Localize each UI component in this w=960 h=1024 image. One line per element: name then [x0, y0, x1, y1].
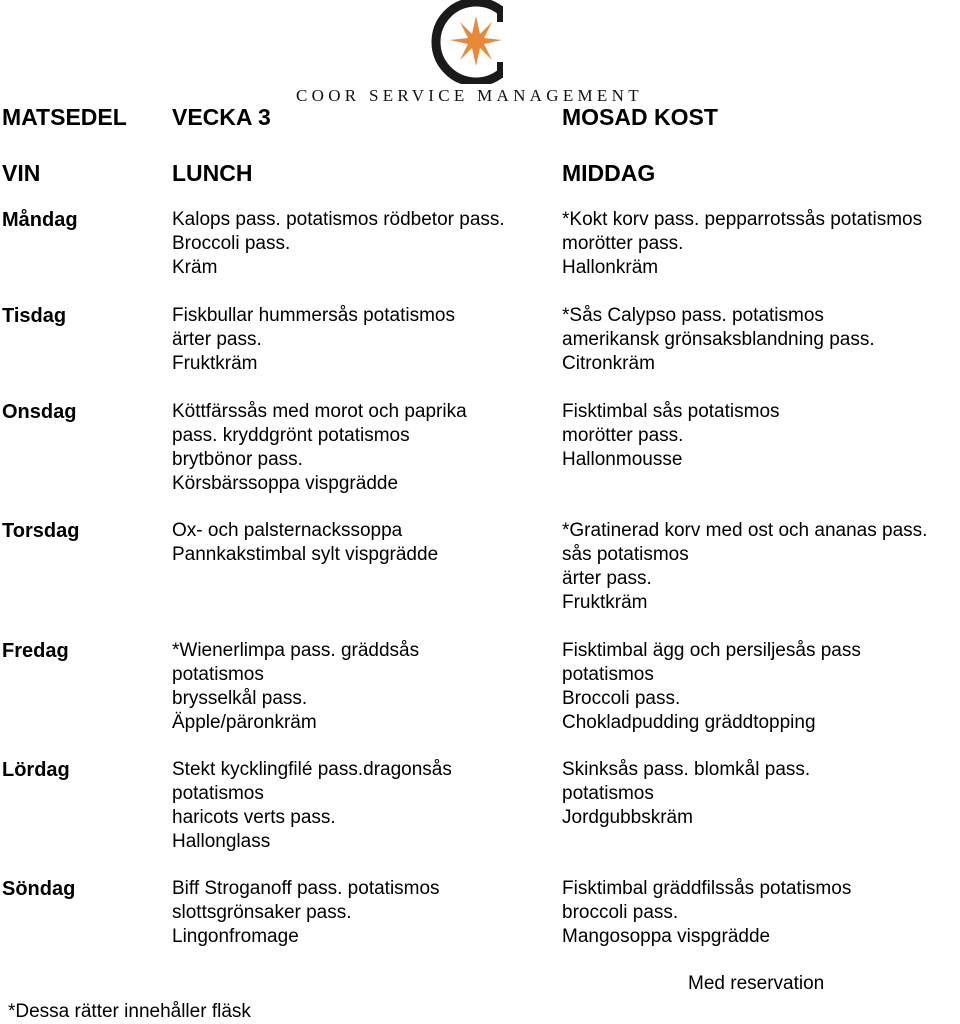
- menu-line: Fisktimbal sås potatismos: [562, 401, 780, 422]
- menu-line: potatismos: [562, 783, 654, 804]
- menu-line: morötter pass.: [562, 425, 684, 446]
- menu-title: MATSEDEL: [2, 104, 127, 130]
- lunch-cell: [172, 877, 440, 949]
- week-label: VECKA 3: [172, 104, 271, 130]
- menu-line: Köttfärssås med morot och paprika: [172, 401, 467, 422]
- menu-line: *Sås Calypso pass. potatismos: [562, 305, 824, 326]
- column-header-wine: VIN: [2, 160, 41, 186]
- menu-line: sås potatismos: [562, 544, 689, 565]
- menu-line: Broccoli pass.: [172, 233, 291, 254]
- day-label: Torsdag: [2, 520, 80, 542]
- menu-line: Hallonkräm: [562, 257, 659, 278]
- menu-line: Biff Stroganoff pass. potatismos: [172, 878, 440, 899]
- column-header-dinner: MIDDAG: [562, 160, 656, 186]
- menu-line: Kräm: [172, 257, 218, 278]
- menu-line: amerikansk grönsaksblandning pass.: [562, 329, 875, 350]
- diet-label: MOSAD KOST: [562, 104, 718, 130]
- dinner-cell: [562, 639, 861, 735]
- menu-line: Pannkakstimbal sylt vispgrädde: [172, 544, 439, 565]
- menu-line: Fruktkräm: [562, 592, 648, 613]
- company-logo: [290, 0, 660, 108]
- menu-line: Mangosoppa vispgrädde: [562, 926, 771, 947]
- menu-line: *Wienerlimpa pass. gräddsås: [172, 640, 420, 661]
- menu-line: Ox- och palsternackssoppa: [172, 520, 403, 541]
- dinner-cell: [562, 304, 875, 376]
- day-label: Lördag: [2, 759, 70, 781]
- menu-line: slottsgrönsaker pass.: [172, 902, 352, 923]
- menu-line: Chokladpudding gräddtopping: [562, 712, 816, 733]
- menu-line: Broccoli pass.: [562, 688, 681, 709]
- lunch-cell: [172, 519, 438, 567]
- menu-line: Fisktimbal ägg och persiljesås pass: [562, 640, 861, 661]
- day-label: Fredag: [2, 640, 69, 662]
- dinner-cell: [562, 877, 851, 949]
- menu-line: Skinksås pass. blomkål pass.: [562, 759, 811, 780]
- lunch-cell: [172, 304, 455, 376]
- day-label: Onsdag: [2, 401, 77, 423]
- logo-wordmark: COOR SERVICE MANAGEMENT: [296, 86, 643, 105]
- reservation-note: Med reservation: [688, 973, 825, 994]
- menu-line: brysselkål pass.: [172, 688, 308, 709]
- star-in-c-icon: [430, 0, 522, 84]
- menu-line: Fisktimbal gräddfilssås potatismos: [562, 878, 852, 899]
- menu-line: Fiskbullar hummersås potatismos: [172, 305, 455, 326]
- dinner-cell: [562, 519, 927, 615]
- menu-line: Hallonmousse: [562, 449, 683, 470]
- menu-line: Äpple/päronkräm: [172, 712, 317, 733]
- day-label: Söndag: [2, 878, 76, 900]
- menu-line: broccoli pass.: [562, 902, 679, 923]
- menu-line: potatismos: [172, 664, 264, 685]
- menu-line: potatismos: [562, 664, 654, 685]
- menu-line: Körsbärssoppa vispgrädde: [172, 473, 399, 494]
- dinner-cell: [562, 208, 922, 280]
- menu-line: Lingonfromage: [172, 926, 299, 947]
- menu-line: Kalops pass. potatismos rödbetor pass.: [172, 209, 505, 230]
- lunch-cell: [172, 208, 505, 280]
- menu-line: *Gratinerad korv med ost och ananas pass.: [562, 520, 928, 541]
- menu-line: potatismos: [172, 783, 264, 804]
- menu-line: Stekt kycklingfilé pass.dragonsås: [172, 759, 452, 780]
- menu-line: haricots verts pass.: [172, 807, 336, 828]
- lunch-cell: [172, 758, 452, 854]
- day-label: Tisdag: [2, 305, 67, 327]
- day-label: Måndag: [2, 209, 78, 231]
- lunch-cell: [172, 639, 419, 735]
- menu-line: Hallonglass: [172, 831, 271, 852]
- menu-line: *Kokt korv pass. pepparrotssås potatismos: [562, 209, 923, 230]
- menu-line: Jordgubbskräm: [562, 807, 693, 828]
- menu-line: Fruktkräm: [172, 353, 258, 374]
- menu-line: ärter pass.: [562, 568, 652, 589]
- pork-footnote: *Dessa rätter innehåller fläsk: [8, 1001, 251, 1022]
- menu-line: morötter pass.: [562, 233, 684, 254]
- dinner-cell: [562, 400, 780, 472]
- column-header-lunch: LUNCH: [172, 160, 253, 186]
- lunch-cell: [172, 400, 467, 496]
- menu-line: brytbönor pass.: [172, 449, 303, 470]
- menu-line: Citronkräm: [562, 353, 655, 374]
- menu-line: ärter pass.: [172, 329, 262, 350]
- dinner-cell: [562, 758, 810, 830]
- menu-line: pass. kryddgrönt potatismos: [172, 425, 410, 446]
